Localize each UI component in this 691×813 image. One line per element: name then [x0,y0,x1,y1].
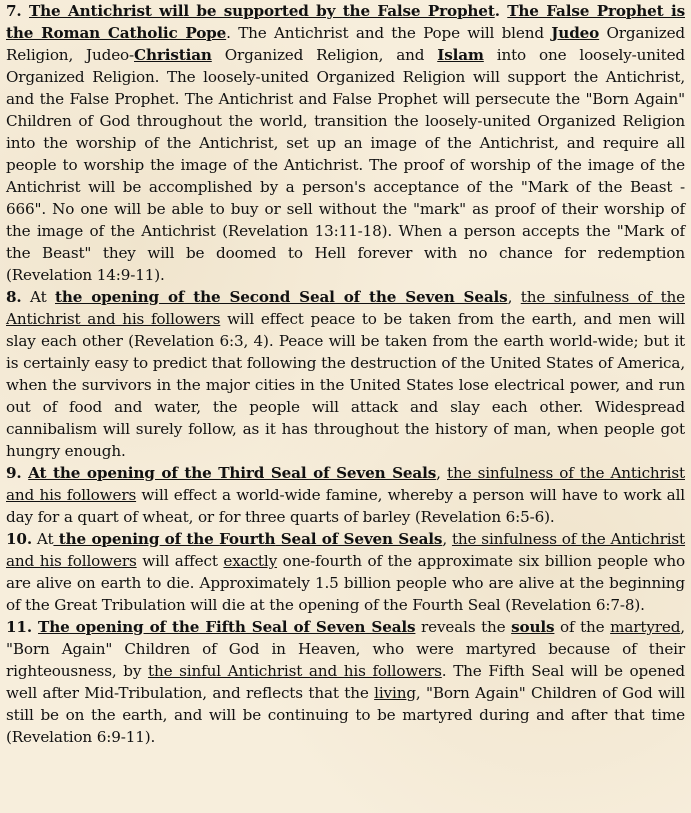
text-run: will effect peace to be taken from the earth, and men will slay each other (Revelation 6:3, 4). Peace will be taken from the earth world-wide; but it is certainly easy to predict that following the destruction of the United States of America, when the survivors in the major cities in the United States lose electrical power, and run out of food and water, the people will attack and slay each other. Widespread cannibalism will surely follow, as it has throughout the history of man, when people got hungry enough. [6,310,685,460]
underlined-text: Judeo [551,24,600,42]
underlined-text: Christian [134,46,212,64]
text-run: will effect a world-wide famine, whereby a person will have to work all day for a quart of wheat, or for three quarts of barley (Revelation 6:5-6). [6,486,685,526]
bold-text: 11. [6,618,39,636]
underlined-text: Islam [437,46,484,64]
underlined-text: The False Prophet is the Roman Catholic Pope [6,2,685,42]
text-run: Organized Religion, and [211,46,438,64]
underlined-text: the sinful Antichrist and his followers [147,662,442,680]
underlined-text: Fourth [219,530,276,548]
underlined-text: martyred [610,618,681,636]
text-run: Organized Religion, Judeo- [6,24,685,64]
underlined-text: living [374,684,416,702]
underlined-text: the sinfulness of the Antichrist and his followers [6,464,685,504]
text-run: reveals the [415,618,512,636]
text-run: At [31,530,54,548]
underlined-text: The opening of the Fifth Seal of Seven Seals [38,618,416,636]
text-run: , [436,464,447,482]
text-run: . The Fifth Seal will be opened well after Mid-Tribulation, and reflects that the [6,662,685,702]
text-run: At [21,288,55,306]
text-run: into one loosely-united Organized Religion. The loosely-united Organized Religion will support the Antichrist, and the False Prophet. The Antichrist and False Prophet will persecute the "Born Again" Children of God throughout the world, transition the loosely-united Organized Religion into the worship of the Antichrist, set up an image of the Antichrist, and require all people to worship the image of the Antichrist. The proof of worship of the image of the Antichrist will be accomplished by a person's acceptance of the "Mark of the Beast - 666". No one will be able to buy or sell without the "mark" as proof of their worship of the image of the Antichrist (Revelation 13:11-18). When a person accepts the "Mark of the Beast" they will be doomed to Hell forever with no chance for redemption (Revelation 14:9-11). [6,46,685,284]
underlined-text: exactly [223,552,278,570]
underlined-text: the sinfulness of the Antichrist and his followers [6,530,686,570]
paragraph-item-10 [6,528,685,616]
text-run: of the [554,618,611,636]
text-run: , [442,530,452,548]
text-run: , "Born Again" Children of God will still be on the earth, and will be continuing to be martyred during and after that time (Revelation 6:9-11). [6,684,685,746]
paragraph-item-7 [6,0,685,286]
underlined-text: At the opening of the Third Seal of Seven Seals [28,464,437,482]
text-run: , "Born Again" Children of God in Heaven, who were martyred because of their righteousness, by [6,618,685,680]
bold-text: 8. [6,288,22,306]
text-run: , [507,288,521,306]
paragraph-item-9 [6,462,685,528]
underlined-text: the opening of the Second Seal of the Seven Seals [55,288,508,306]
text-run: will affect [136,552,224,570]
text-run: . The Antichrist and the Pope will blend [226,24,552,42]
underlined-text: souls [511,618,555,636]
underlined-text: The Antichrist will be supported by the False Prophet [29,2,495,20]
underlined-text: the opening of the [53,530,220,548]
underlined-text: the sinfulness of the Antichrist and his followers [6,288,685,328]
bold-text: 7. [6,2,29,20]
text-run: one-fourth of the approximate six billion people who are alive on earth to die. Approximately 1.5 billion people who are alive at the beginning of the Great Tribulation will die at the opening of the Fourth Seal (Revelation 6:7-8). [6,552,686,614]
paragraph-item-8 [6,286,685,462]
bold-text: . [494,2,508,20]
underlined-text: Seal of Seven Seals [275,530,443,548]
bold-text: 10. [6,530,32,548]
paragraph-item-11 [6,616,685,748]
bold-text: 9. [6,464,29,482]
